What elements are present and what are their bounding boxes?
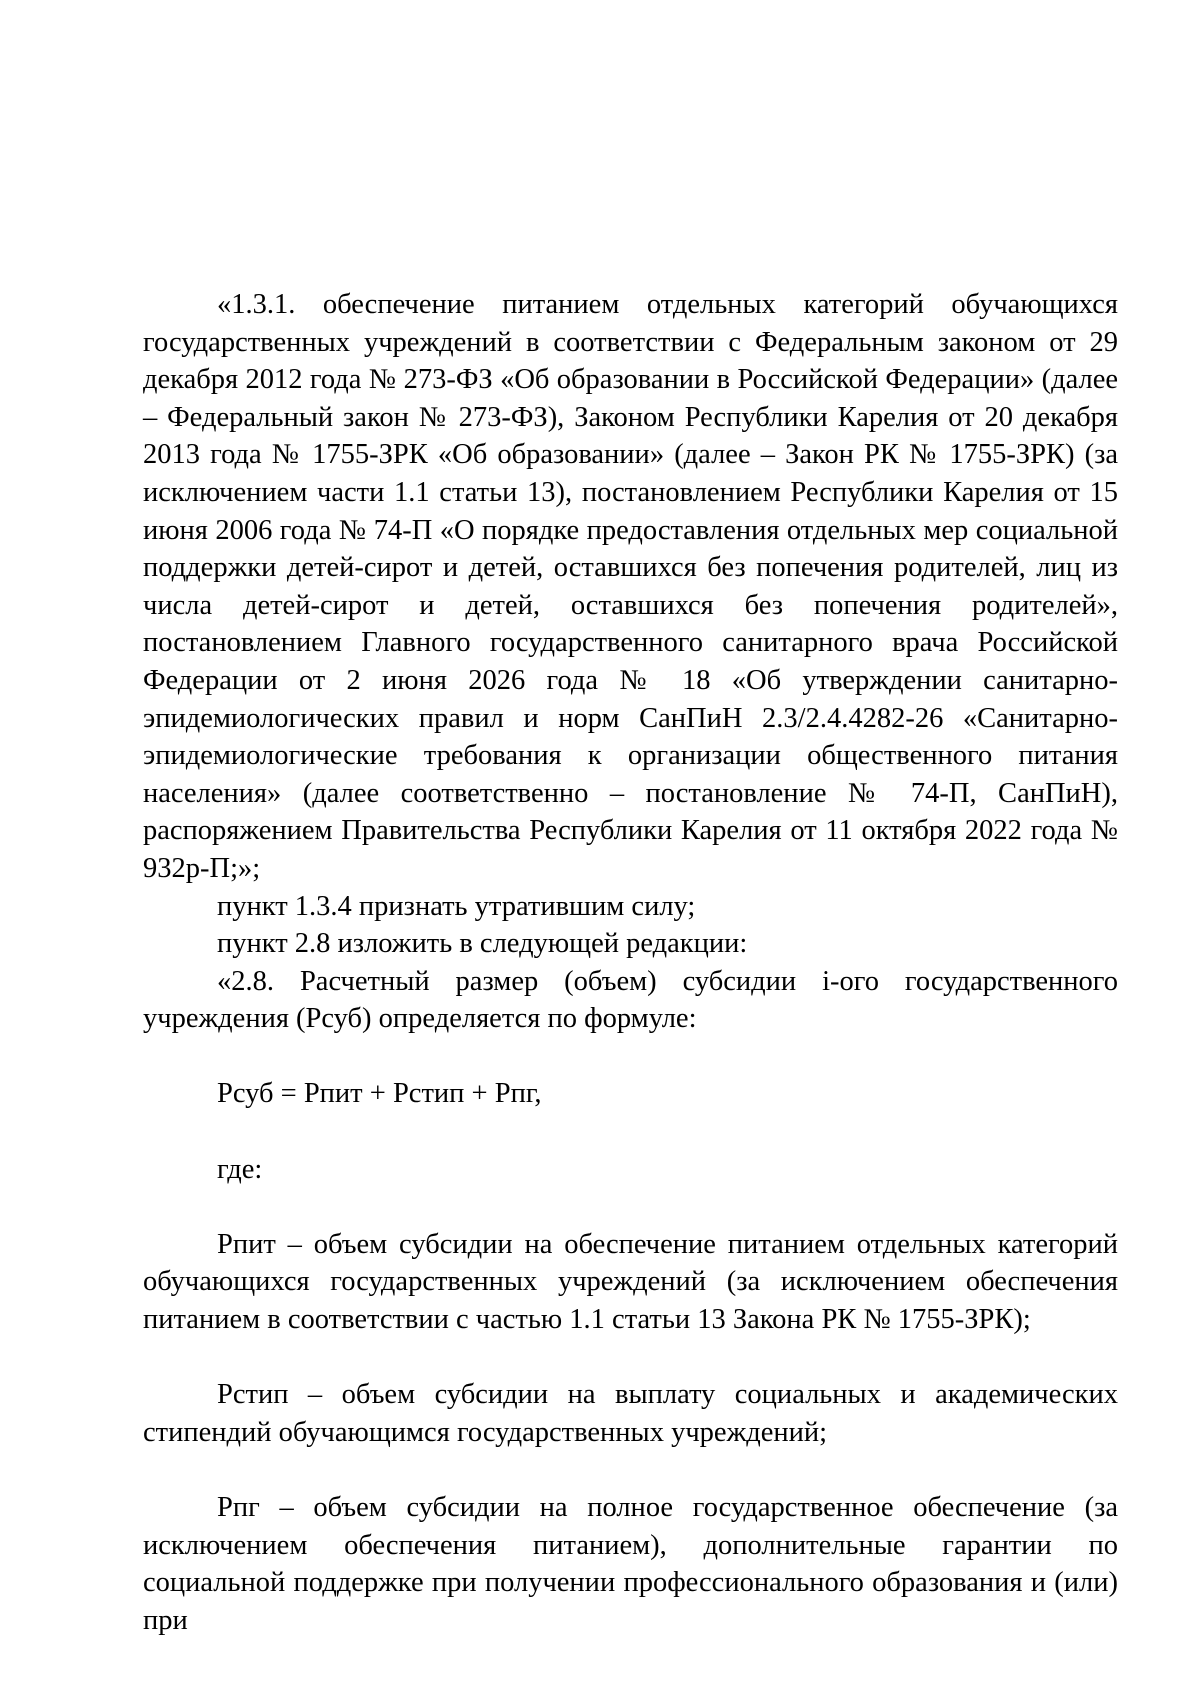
document-body	[143, 286, 1118, 1639]
definition-rpg: Pпг – объем субсидии на полное государственное обеспечение (за исключением обеспечения питанием), дополнительные гарантии по социальной поддержке при получении профессионального образования и (или) при	[143, 1492, 1118, 1636]
paragraph-1-3-1: «1.3.1. обеспечение питанием отдельных категорий обучающихся государственных учреждений в соответствии с Федеральным законом от 29 декабря 2012 года № 273-ФЗ «Об образовании в Российской Федерации» (далее – Федеральный закон № 273-ФЗ), Законом Республики Карелия от 20 декабря 2013 года № 1755-ЗРК «Об образовании» (далее – Закон РК № 1755-ЗРК) (за исключением части 1.1 статьи 13), постановлением Республики Карелия от 15 июня 2006 года № 74-П «О порядке предоставления отдельных мер социальной поддержки детей-сирот и детей, оставшихся без попечения родителей, лиц из числа детей-сирот и детей, оставшихся без попечения родителей», постановлением Главного государственного санитарного врача Российской Федерации от 2 июня 2026 года № 18 «Об утверждении санитарно-эпидемиологических правил и норм СанПиН 2.3/2.4.4282-26 «Санитарно-эпидемиологические требования к организации общественного питания населения» (далее соответственно – постановление № 74-П, СанПиН), распоряжением Правительства Республики Карелия от 11 октября 2022 года № 932р-П;»;	[143, 289, 1118, 884]
paragraph-2-8-intro: пункт 2.8 изложить в следующей редакции:	[217, 928, 748, 960]
definition-rstip: Pстип – объем субсидии на выплату социальных и академических стипендий обучающимся государственных учреждений;	[143, 1379, 1118, 1448]
paragraph-1-3-4-repeal: пункт 1.3.4 признать утратившим силу;	[217, 890, 696, 922]
formula: Pсуб = Pпит + Pстип + Pпг,	[217, 1078, 542, 1110]
where-label: где:	[217, 1153, 263, 1185]
definition-rpit: Pпит – объем субсидии на обеспечение питанием отдельных категорий обучающихся государственных учреждений (за исключением обеспечения питанием в соответствии с частью 1.1 статьи 13 Закона РК № 1755-ЗРК);	[143, 1228, 1118, 1336]
paragraph-2-8: «2.8. Расчетный размер (объем) субсидии i-ого государственного учреждения (Pсуб) определяется по формуле:	[143, 965, 1118, 1035]
